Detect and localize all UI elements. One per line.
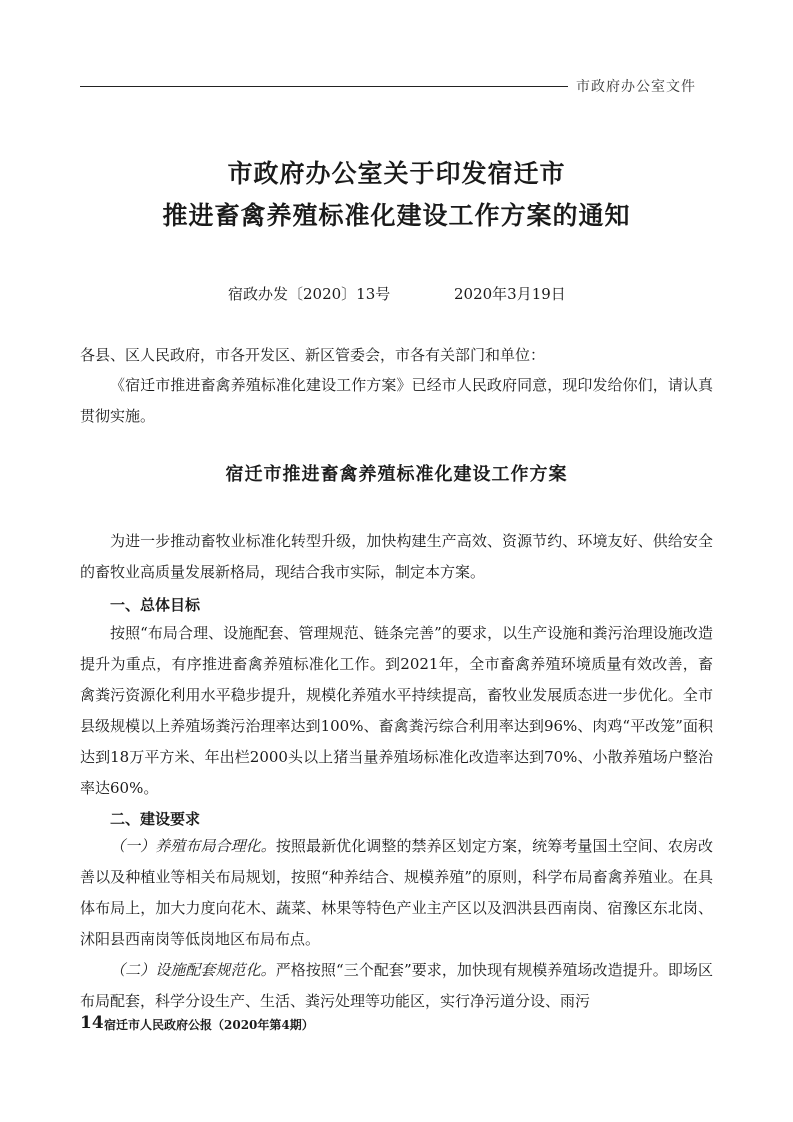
addressee: 各县、区人民政府，市各开发区、新区管委会，市各有关部门和单位： [80,346,546,364]
subsection-layout-body: 按照最新优化调整的禁养区划定方案，统筹考量国土空间、农房改善以及种植业等相关布局规划，按照“种养结合、规模养殖”的原则，科学布局畜禽养殖业。在具体布局上，加大力度向花木、蔬菜、林果等特色产业主产区以及泗洪县西南岗、宿豫区东北岗、沭阳县西南岗等低岗地区布局布点。 [80,837,713,948]
document-number: 宿政办发〔2020〕13号 [228,285,391,303]
section-heading-requirements: 二、建设要求 [110,810,201,828]
publication-name: 宿迁市人民政府公报（2020年第4期） [104,1018,314,1032]
subsection-facilities-body: 严格按照“三个配套”要求，加快现有规模养殖场改造提升。即场区布局配套，科学分设生产、生活、粪污处理等功能区，实行净污道分设、雨污 [80,961,713,1010]
plan-title: 宿迁市推进畜禽养殖标准化建设工作方案 [225,464,568,485]
document-date: 2020年3月19日 [454,285,566,303]
subsection-facilities [80,955,713,1017]
notice-title-line1: 市政府办公室关于印发宿迁市 [227,159,566,188]
subsection-layout [80,831,713,955]
section-heading-goals: 一、总体目标 [110,596,201,614]
plan-intro: 为进一步推动畜牧业标准化转型升级，加快构建生产高效、资源节约、环境友好、供给安全的畜牧业高质量发展新格局，现结合我市实际，制定本方案。 [80,532,713,581]
subsection-layout-lead: （一）养殖布局合理化。 [110,837,276,855]
notice-body: 《宿迁市推进畜禽养殖标准化建设工作方案》已经市人民政府同意，现印发给你们，请认真贯彻实施。 [80,376,713,425]
subsection-facilities-lead: （二）设施配套规范化。 [110,961,276,979]
page-number: 14 [80,1013,104,1033]
header-label: 市政府办公室文件 [576,79,696,95]
header-rule [80,86,568,87]
notice-title-line2: 推进畜禽养殖标准化建设工作方案的通知 [162,201,631,230]
section-body-goals: 按照“布局合理、设施配套、管理规范、链条完善”的要求，以生产设施和粪污治理设施改造提升为重点，有序推进畜禽养殖标准化工作。到2021年，全市畜禽养殖环境质量有效改善，畜禽粪污资源化利用水平稳步提升，规模化养殖水平持续提高，畜牧业发展质态进一步优化。全市县级规模以上养殖场粪污治理率达到100%、畜禽粪污综合利用率达到96%、肉鸡“平改笼”面积达到18万平方米、年出栏2000头以上猪当量养殖场标准化改造率达到70%、小散养殖场户整治率达60%。 [80,624,713,797]
